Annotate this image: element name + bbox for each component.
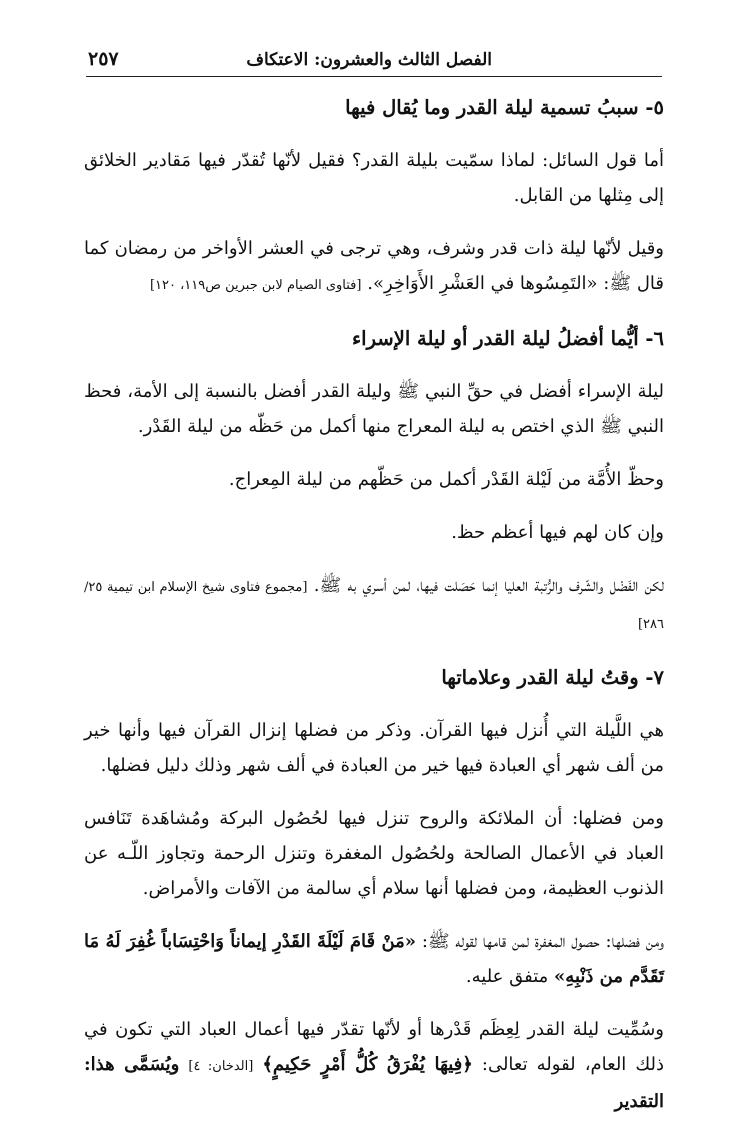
paragraph — [84, 231, 664, 303]
paragraph-text: وسُمِّيت ليلة القدر لِعِظَم قَدْرها أو لأنّها تقدّر فيها أعمال العباد التي تكون في ذلك العام، لقوله تعالى: — [84, 1019, 664, 1075]
reference-citation: [فتاوى الصيام لابن جبرين ص١١٩، ١٢٠] — [149, 278, 362, 293]
page-header — [86, 46, 662, 77]
paragraph — [84, 924, 664, 994]
hadith-quote: «مَنْ قَامَ لَيْلَةَ القَدْرِ إيماناً وَاحْتِسَاباً غُفِرَ لَهُ مَا تَقَدَّم من ذَنْبِهِ» — [84, 931, 664, 987]
paragraph-text: ويُسَمَّى هذا: التقدير — [84, 1054, 664, 1112]
paragraph-text: وقيل لأنّها ليلة ذات قدر وشرف، وهي ترجى في العشر الأواخر من رمضان كما قال ﷺ: «التَمِسُوها في العَشْرِ الأَوَاخِرِ». — [84, 238, 664, 294]
paragraph: وإن كان لهم فيها أعظم حظ. — [451, 522, 664, 543]
paragraph — [84, 568, 664, 642]
paragraph: ليلة الإسراء أفضل في حقِّ النبي ﷺ وليلة القدر أفضل بالنسبة إلى الأمة، فحظ النبي ﷺ الذي اختص به ليلة المعراج منها أكمل من حَظّه من ليلة القَدْر. — [84, 381, 664, 437]
section-heading-6: ٦- أيُّما أفضلُ ليلة القدر أو ليلة الإسراء — [352, 327, 664, 350]
paragraph: ومن فضلها: أن الملائكة والروح تنزل فيها لحُصُول البركة ومُشاهَدة تَنَافس العباد في الأعمال الصالحة ولحُصُول المغفرة وتنزل الرحمة وتجاوز اللّـه عن الذنوب العظيمة، ومن فضلها أنها سلام أي سالمة من الآفات والأمراض. — [84, 808, 664, 899]
paragraph: وحظّ الأُمَّة من لَيْلة القَدْر أكمل من حَظّهم من ليلة المِعراج. — [228, 469, 664, 490]
paragraph: هي اللَّيلة التي أُنزل فيها القرآن. وذكر من فضلها إنزال القرآن فيها وأنها خير من ألف شهر أي العبادة فيها خير من العبادة في ألف شهر وذلك دليل فضلها. — [84, 720, 664, 776]
paragraph — [84, 1012, 664, 1119]
paragraph-text: ومن فضلها: حصول المغفرة لمن قامها لقوله ﷺ: — [421, 931, 664, 952]
section-heading-7: ٧- وقتُ ليلة القدر وعلاماتها — [441, 666, 664, 689]
paragraph-text: لكن الفَضْل والشّرف والرُّتبة العليا إنما حَصَلت فيها، لمن أسري به ﷺ. — [313, 575, 664, 596]
quran-verse: ﴿فِيهَا يُفْرَقُ كُلُّ أَمْرٍ حَكِيمٍ﴾ — [262, 1054, 473, 1075]
section-heading-5: ٥- سببُ تسمية ليلة القدر وما يُقال فيها — [345, 96, 664, 119]
reference-citation: [مجموع فتاوى شيخ الإسلام ابن تيمية ٢٥/ ٢٨٦] — [84, 580, 664, 632]
paragraph-text: متفق عليه. — [465, 966, 549, 987]
paragraph: أما قول السائل: لماذا سمّيت بليلة القدر؟ فقيل لأنّها تُقدّر فيها مَقادير الخلائق إلى مِثلها من القابل. — [84, 150, 664, 206]
page-number: ٢٥٧ — [88, 48, 119, 70]
page-body — [84, 90, 664, 1137]
verse-reference: [الدخان: ٤] — [188, 1059, 254, 1074]
running-title: الفصل الثالث والعشرون: الاعتكاف — [246, 50, 492, 70]
